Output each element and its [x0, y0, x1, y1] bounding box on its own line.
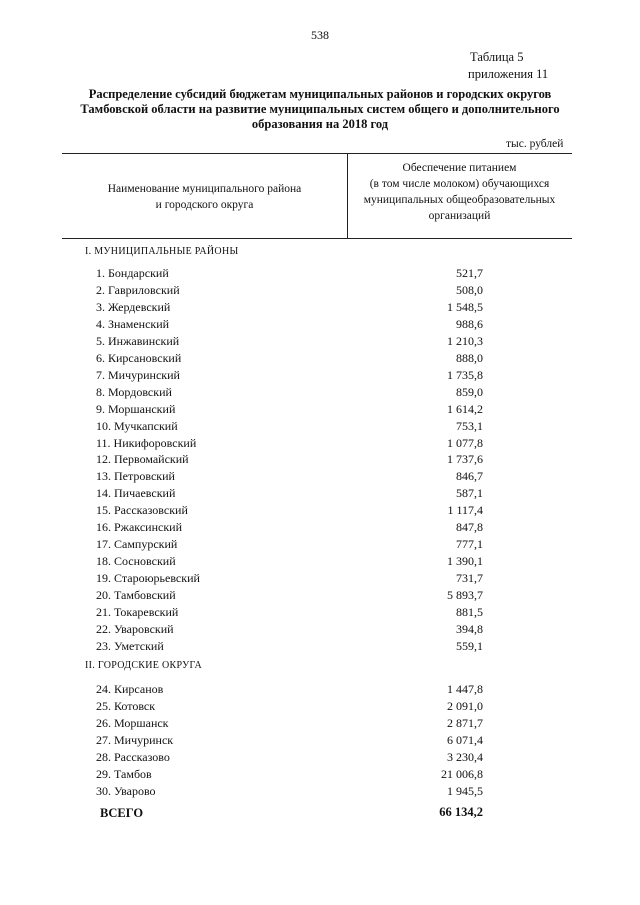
header-bottom-border [62, 238, 572, 239]
subsidy-value: 1 390,1 [447, 554, 483, 569]
column-header-value-line-4: организаций [428, 210, 491, 222]
table-row [0, 784, 640, 801]
district-name: 14. Пичаевский [96, 486, 176, 501]
subsidy-value: 1 077,8 [447, 435, 483, 450]
table-row [0, 452, 640, 469]
district-name: 18. Сосновский [96, 554, 176, 569]
table-row [0, 588, 640, 605]
subsidy-value: 394,8 [456, 622, 483, 636]
district-name: 9. Моршанский [96, 401, 176, 416]
district-name: 4. Знаменский [96, 316, 170, 331]
district-name: 20. Тамбовский [96, 588, 176, 602]
district-name: 17. Сампурский [96, 537, 178, 552]
district-name: 22. Уваровский [96, 622, 174, 636]
table-row [0, 767, 640, 784]
subsidy-value: 859,0 [456, 384, 483, 399]
district-name: 19. Староюрьевский [96, 571, 200, 586]
district-name: 6. Кирсановский [96, 350, 182, 365]
document-title-line-1: Распределение субсидий бюджетам муниципальных районов и городских округов [88, 87, 552, 101]
subsidy-value: 559,1 [456, 638, 483, 653]
district-name: 2. Гавриловский [96, 282, 180, 297]
district-name: 11. Никифоровский [96, 435, 197, 450]
subsidy-value: 2 091,0 [447, 699, 483, 713]
subsidy-value: 6 071,4 [447, 732, 483, 747]
subsidy-value: 5 893,7 [447, 588, 483, 602]
table-row [0, 716, 640, 733]
district-name: 29. Тамбов [96, 766, 152, 781]
district-name: 13. Петровский [96, 469, 175, 484]
appendix-label: приложения 11 [468, 67, 549, 81]
table-label: Таблица 5 [470, 50, 524, 64]
district-name: 24. Кирсанов [96, 682, 164, 696]
subsidy-value: 753,1 [456, 418, 483, 433]
subsidy-value: 2 871,7 [447, 715, 483, 730]
table-row [0, 300, 640, 317]
table-row [0, 419, 640, 436]
subsidy-value: 1 737,6 [447, 452, 483, 467]
total-value: 66 134,2 [439, 805, 483, 819]
column-header-value-line-3: муниципальных общеобразовательных [363, 194, 556, 206]
district-name: 21. Токаревский [96, 605, 179, 619]
subsidy-value: 881,5 [456, 605, 483, 619]
table-row [0, 605, 640, 622]
district-name: 12. Первомайский [96, 452, 189, 467]
district-name: 28. Рассказово [96, 749, 170, 764]
table-row [0, 537, 640, 554]
subsidy-value: 1 117,4 [447, 503, 483, 518]
table-row [0, 750, 640, 767]
table-row [0, 436, 640, 453]
district-name: 7. Мичуринский [96, 367, 180, 382]
subsidy-value: 587,1 [456, 486, 483, 501]
subsidy-value: 846,7 [456, 469, 483, 484]
district-name: 16. Ржаксинский [96, 520, 182, 535]
subsidy-value: 1 735,8 [447, 367, 483, 382]
document-title-line-3: образования на 2018 год [251, 117, 389, 131]
district-name: 23. Уметский [96, 638, 164, 653]
district-name: 26. Моршанск [96, 715, 169, 730]
table-row [0, 351, 640, 368]
subsidy-value: 21 006,8 [441, 766, 483, 781]
subsidy-value: 988,6 [456, 316, 483, 331]
table-row [0, 699, 640, 716]
table-row [0, 486, 640, 503]
subsidy-value: 521,7 [456, 266, 483, 280]
table-row [0, 733, 640, 750]
district-name: 5. Инжавинский [96, 333, 180, 348]
subsidy-value: 1 614,2 [447, 401, 483, 416]
table-row [0, 385, 640, 402]
table-row [0, 368, 640, 385]
district-name: 25. Котовск [96, 699, 156, 713]
subsidy-value: 1 447,8 [447, 682, 483, 696]
subsidy-value: 1 945,5 [447, 783, 483, 798]
column-header-name-line-1: Наименование муниципального района [107, 183, 302, 195]
table-row [0, 402, 640, 419]
column-header-value-line-1: Обеспечение питанием [402, 162, 517, 174]
district-name: 30. Уварово [96, 783, 156, 798]
table-row [0, 682, 640, 699]
table-row [0, 639, 640, 656]
column-header-value-line-2: (в том числе молоком) обучающихся [369, 178, 550, 190]
table-row [0, 283, 640, 300]
table-row [0, 469, 640, 486]
district-name: 27. Мичуринск [96, 732, 174, 747]
subsidy-value: 888,0 [456, 350, 483, 365]
document-title-line-2: Тамбовской области на развитие муниципальных систем общего и дополнительного [80, 102, 560, 116]
table-row [0, 317, 640, 334]
subsidy-value: 847,8 [456, 520, 483, 535]
district-name: 15. Рассказовский [96, 503, 188, 518]
section-title: II. ГОРОДСКИЕ ОКРУГА [85, 660, 203, 671]
page-number: 538 [311, 28, 329, 42]
total-label: ВСЕГО [100, 806, 144, 820]
district-name: 1. Бондарский [96, 266, 169, 280]
table-row [0, 266, 640, 283]
table-row [0, 334, 640, 351]
table-row [0, 503, 640, 520]
column-header-name [62, 181, 347, 213]
units-label: тыс. рублей [506, 138, 564, 150]
table-row [0, 622, 640, 639]
subsidy-value: 777,1 [456, 537, 483, 552]
section-title: I. МУНИЦИПАЛЬНЫЕ РАЙОНЫ [85, 246, 239, 257]
subsidy-value: 508,0 [456, 282, 483, 297]
table-row [0, 554, 640, 571]
district-name: 3. Жердевский [96, 299, 171, 314]
table-row [0, 571, 640, 588]
subsidy-value: 1 548,5 [447, 299, 483, 314]
subsidy-value: 1 210,3 [447, 333, 483, 348]
table-top-border [62, 153, 572, 154]
subsidy-value: 3 230,4 [447, 749, 483, 764]
column-header-name-line-2: и городского округа [155, 199, 254, 211]
subsidy-value: 731,7 [456, 571, 483, 586]
column-header-value [347, 160, 572, 224]
district-name: 10. Мучкапский [96, 418, 178, 433]
district-name: 8. Мордовский [96, 384, 172, 399]
table-row [0, 520, 640, 537]
